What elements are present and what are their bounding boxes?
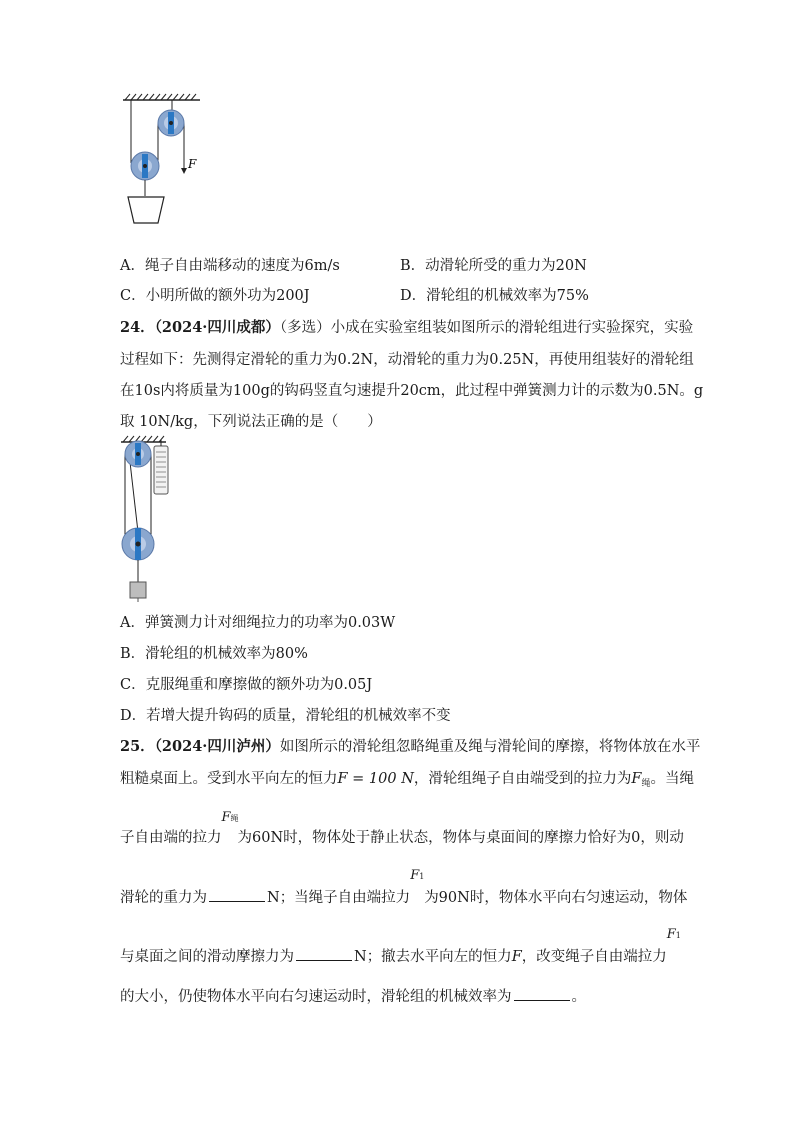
force-label: F	[188, 157, 197, 171]
q23-option-d: D．滑轮组的机械效率为75%	[400, 288, 589, 304]
answer-blank-1[interactable]	[209, 887, 265, 902]
question-source: （2024·四川泸州）	[154, 738, 280, 755]
q25-line-3: 子自由端的拉力 F绳 为60N时，物体处于静止状态，物体与桌面间的摩擦力恰好为0，则动	[120, 810, 684, 846]
q25-text-1: 如图所示的滑轮组忽略绳重及绳与滑轮间的摩擦，将物体放在水平	[279, 739, 701, 755]
answer-blank-3[interactable]	[514, 986, 570, 1001]
question-number: 24．	[120, 319, 155, 336]
q25-line-6: 的大小，仍使物体水平向右匀速运动时，滑轮组的机械效率为 。	[120, 986, 586, 1007]
pulley-figure-2	[118, 432, 193, 607]
q24-option-d: D．若增大提升钩码的质量，滑轮组的机械效率不变	[120, 708, 451, 724]
formula: F = 100 N	[337, 771, 414, 787]
q23-option-c: C．小明所做的额外功为200J	[120, 288, 310, 304]
q24-line-4: 取 10N/kg，下列说法正确的是（ ）	[120, 414, 382, 430]
q23-option-b: B．动滑轮所受的重力为20N	[400, 258, 587, 274]
q24-line-2: 过程如下：先测得定滑轮的重力为0.2N，动滑轮的重力为0.25N，再使用组装好的滑轮组	[120, 352, 694, 368]
q25-line-1	[120, 737, 700, 757]
pulley-figure-1	[118, 90, 208, 240]
q24-option-c: C．克服绳重和摩擦做的额外功为0.05J	[120, 677, 373, 693]
question-source: （2024·四川成都）	[154, 319, 280, 336]
q25-line-4: 滑轮的重力为 N；当绳子自由端拉力 F1 为90N时，物体水平向右匀速运动，物体	[120, 868, 688, 906]
q25-line-5: 与桌面之间的滑动摩擦力为 N；撤去水平向左的恒力F，改变绳子自由端拉力 F1	[120, 927, 681, 965]
q24-text-1: （多选）小成在实验室组装如图所示的滑轮组进行实验探究，实验	[279, 320, 694, 336]
question-number: 25．	[120, 738, 155, 755]
q24-line-1	[120, 318, 693, 338]
q24-line-3: 在10s内将质量为100g的钩码竖直匀速提升20cm，此过程中弹簧测力计的示数为0.5N。g	[120, 383, 704, 399]
q25-line-2: 粗糙桌面上。受到水平向左的恒力F = 100 N，滑轮组绳子自由端受到的拉力为$F_绳$。当绳	[120, 771, 694, 789]
q24-option-b: B．滑轮组的机械效率为80%	[120, 646, 308, 662]
q23-option-a: A．绳子自由端移动的速度为6m/s	[120, 258, 340, 274]
answer-blank-2[interactable]	[296, 946, 352, 961]
q24-option-a: A．弹簧测力计对细绳拉力的功率为0.03W	[120, 615, 396, 631]
